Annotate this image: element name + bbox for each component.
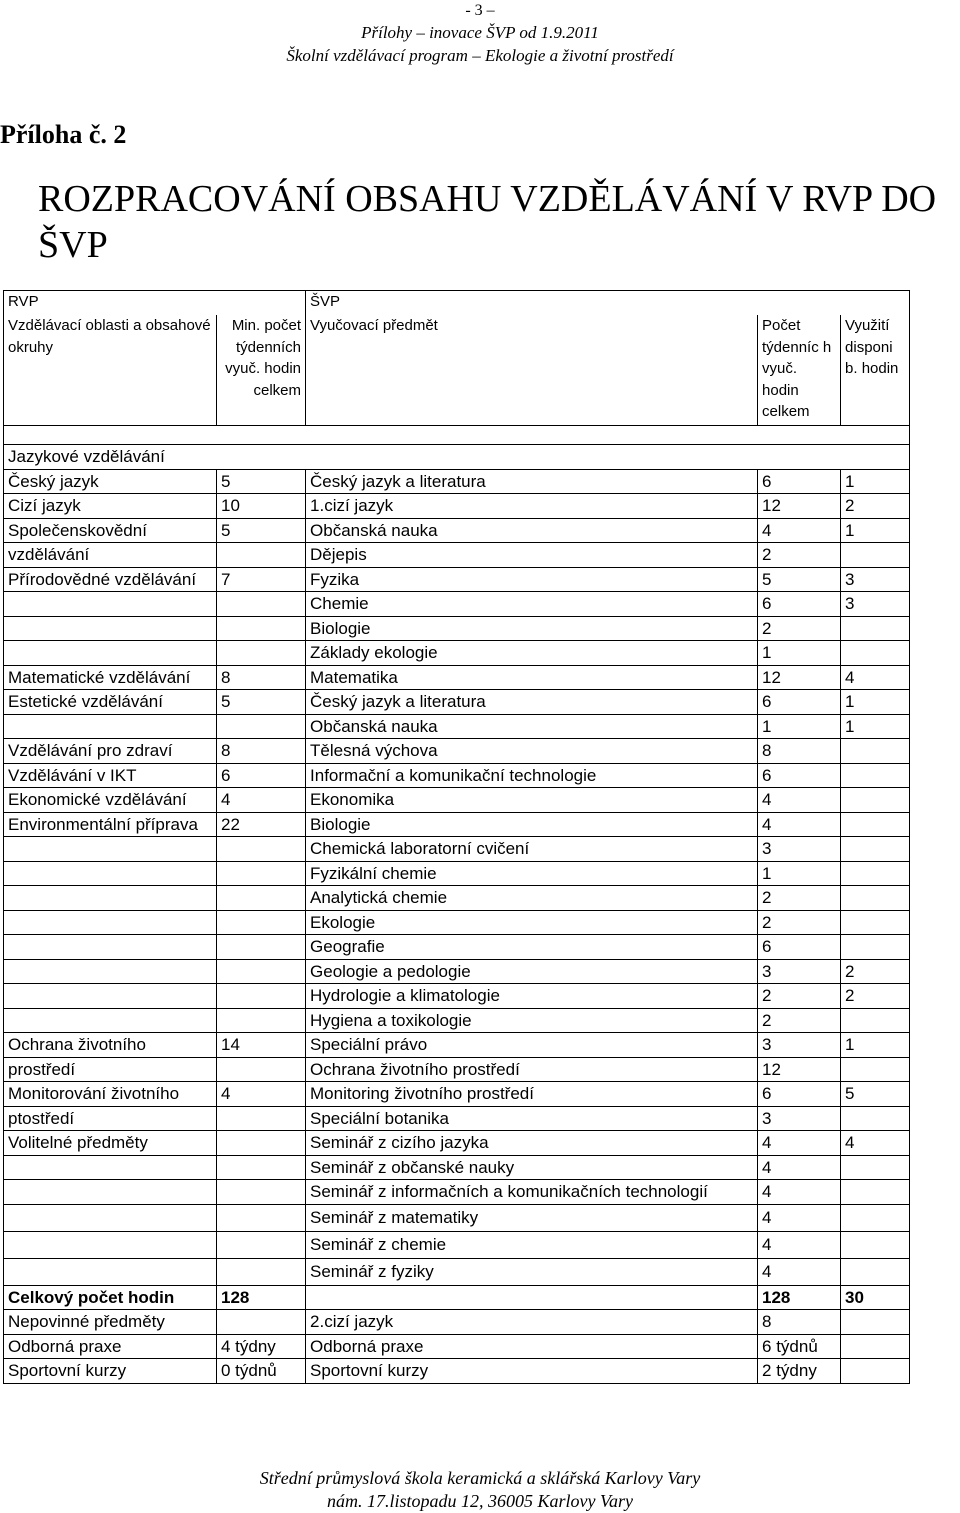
cell-area: Matematické vzdělávání — [4, 665, 217, 690]
table-row — [4, 861, 910, 886]
cell-count: 4 — [758, 1258, 841, 1285]
cell-subject: Analytická chemie — [306, 886, 758, 911]
cell-avail: 1 — [841, 469, 910, 494]
cell-subject: Chemie — [306, 592, 758, 617]
cell-subject: Chemická laboratorní cvičení — [306, 837, 758, 862]
cell-count: 4 — [758, 812, 841, 837]
cell-avail — [841, 1106, 910, 1131]
cell-min — [217, 1057, 306, 1082]
cell-avail: 2 — [841, 984, 910, 1009]
table-row — [4, 1155, 910, 1180]
table-row — [4, 886, 910, 911]
cell-area: Přírodovědné vzdělávání — [4, 567, 217, 592]
table-row — [4, 1008, 910, 1033]
cell-min — [217, 1155, 306, 1180]
cell-area — [4, 592, 217, 617]
cell-count: 2 týdny — [758, 1359, 841, 1384]
cell-min — [217, 641, 306, 666]
cell-subject: Seminář z fyziky — [306, 1258, 758, 1285]
cell-area — [4, 1155, 217, 1180]
table-row — [4, 592, 910, 617]
cell-avail — [841, 616, 910, 641]
cell-area: Ekonomické vzdělávání — [4, 788, 217, 813]
cell-min — [217, 1204, 306, 1231]
cell-count: 4 — [758, 1131, 841, 1156]
col-header-hours: Počet týdenníc h vyuč. hodin celkem — [758, 315, 841, 426]
cell-min — [217, 714, 306, 739]
cell-area — [4, 641, 217, 666]
cell-count: 6 týdnů — [758, 1334, 841, 1359]
cell-subject: Seminář z matematiky — [306, 1204, 758, 1231]
cell-min — [217, 1258, 306, 1285]
cell-count: 6 — [758, 935, 841, 960]
cell-count: 6 — [758, 1082, 841, 1107]
cell-area: Environmentální příprava — [4, 812, 217, 837]
cell-avail — [841, 1231, 910, 1258]
cell-count: 4 — [758, 1155, 841, 1180]
cell-count: 12 — [758, 1057, 841, 1082]
cell-min: 22 — [217, 812, 306, 837]
cell-min: 5 — [217, 469, 306, 494]
section-title: Jazykové vzdělávání — [4, 445, 910, 470]
cell-count: 2 — [758, 1008, 841, 1033]
cell-area: Sportovní kurzy — [4, 1359, 217, 1384]
cell-min: 5 — [217, 690, 306, 715]
cell-min: 8 — [217, 739, 306, 764]
footer-line-1: Střední průmyslová škola keramická a sklářská Karlovy Vary — [259, 1468, 701, 1488]
cell-avail: 2 — [841, 494, 910, 519]
cell-min — [217, 886, 306, 911]
cell-area — [4, 714, 217, 739]
cell-avail: 3 — [841, 567, 910, 592]
cell-area: Cizí jazyk — [4, 494, 217, 519]
cell-subject: Speciální právo — [306, 1033, 758, 1058]
cell-count: 6 — [758, 763, 841, 788]
cell-avail: 2 — [841, 959, 910, 984]
cell-area — [4, 616, 217, 641]
cell-count: 12 — [758, 665, 841, 690]
cell-min — [217, 861, 306, 886]
cell-count: 5 — [758, 567, 841, 592]
attachment-label: Příloha č. 2 — [0, 120, 127, 149]
curriculum-table — [3, 290, 910, 1384]
table-row — [4, 763, 910, 788]
cell-avail: 4 — [841, 1131, 910, 1156]
cell-subject: Matematika — [306, 665, 758, 690]
cell-area: Volitelné předměty — [4, 1131, 217, 1156]
cell-count: 2 — [758, 616, 841, 641]
cell-min — [217, 959, 306, 984]
cell-min — [217, 543, 306, 568]
cell-subject: Hygiena a toxikologie — [306, 1008, 758, 1033]
col-header-subject: Vyučovací předmět — [306, 315, 758, 426]
cell-area — [4, 1231, 217, 1258]
cell-area: Ochrana životního — [4, 1033, 217, 1058]
cell-subject: Český jazyk a literatura — [306, 469, 758, 494]
table-row — [4, 469, 910, 494]
cell-avail — [841, 935, 910, 960]
cell-subject — [306, 1285, 758, 1310]
cell-avail — [841, 543, 910, 568]
cell-count: 3 — [758, 1033, 841, 1058]
cell-subject: Informační a komunikační technologie — [306, 763, 758, 788]
col-header-area: Vzdělávací oblasti a obsahové okruhy — [4, 315, 217, 426]
table-row — [4, 690, 910, 715]
table-row — [4, 518, 910, 543]
cell-subject: Základy ekologie — [306, 641, 758, 666]
cell-area — [4, 910, 217, 935]
spacer-row — [4, 426, 910, 445]
cell-count: 12 — [758, 494, 841, 519]
cell-area: vzdělávání — [4, 543, 217, 568]
table-row — [4, 1310, 910, 1335]
cell-area: Vzdělávání pro zdraví — [4, 739, 217, 764]
cell-count: 128 — [758, 1285, 841, 1310]
cell-subject: Dějepis — [306, 543, 758, 568]
cell-min — [217, 1310, 306, 1335]
cell-avail — [841, 641, 910, 666]
cell-subject: 1.cizí jazyk — [306, 494, 758, 519]
cell-avail — [841, 1359, 910, 1384]
table-row — [4, 543, 910, 568]
cell-min — [217, 1231, 306, 1258]
cell-min — [217, 592, 306, 617]
cell-area: Nepovinné předměty — [4, 1310, 217, 1335]
cell-min — [217, 1180, 306, 1205]
cell-area: Monitorování životního — [4, 1082, 217, 1107]
table-row — [4, 1359, 910, 1384]
cell-area: Český jazyk — [4, 469, 217, 494]
table-row — [4, 567, 910, 592]
cell-min: 0 týdnů — [217, 1359, 306, 1384]
cell-subject: Český jazyk a literatura — [306, 690, 758, 715]
cell-count: 4 — [758, 788, 841, 813]
table-row — [4, 1334, 910, 1359]
cell-subject: Biologie — [306, 812, 758, 837]
table-row — [4, 665, 910, 690]
table-row — [4, 1106, 910, 1131]
table-row — [4, 739, 910, 764]
cell-min: 7 — [217, 567, 306, 592]
cell-subject: Fyzikální chemie — [306, 861, 758, 886]
cell-area: ptostředí — [4, 1106, 217, 1131]
cell-count: 2 — [758, 984, 841, 1009]
cell-subject: 2.cizí jazyk — [306, 1310, 758, 1335]
total-row — [4, 1285, 910, 1310]
cell-avail — [841, 788, 910, 813]
cell-min — [217, 984, 306, 1009]
cell-count: 3 — [758, 1106, 841, 1131]
table-row — [4, 494, 910, 519]
cell-subject: Tělesná výchova — [306, 739, 758, 764]
cell-area: Estetické vzdělávání — [4, 690, 217, 715]
cell-subject: Seminář z informačních a komunikačních technologií — [306, 1180, 758, 1205]
cell-subject: Občanská nauka — [306, 714, 758, 739]
cell-subject: Speciální botanika — [306, 1106, 758, 1131]
cell-area: Společenskovědní — [4, 518, 217, 543]
cell-min: 4 týdny — [217, 1334, 306, 1359]
table-row — [4, 1033, 910, 1058]
cell-area — [4, 886, 217, 911]
table-row — [4, 935, 910, 960]
cell-count: 1 — [758, 641, 841, 666]
table-row — [4, 714, 910, 739]
cell-min: 5 — [217, 518, 306, 543]
cell-min — [217, 1008, 306, 1033]
cell-avail — [841, 1057, 910, 1082]
cell-min: 14 — [217, 1033, 306, 1058]
cell-area — [4, 1258, 217, 1285]
cell-avail: 1 — [841, 1033, 910, 1058]
page-number: - 3 – — [465, 2, 495, 19]
cell-area: Odborná praxe — [4, 1334, 217, 1359]
cell-subject: Ochrana životního prostředí — [306, 1057, 758, 1082]
cell-subject: Ekonomika — [306, 788, 758, 813]
cell-count: 6 — [758, 690, 841, 715]
cell-area — [4, 1204, 217, 1231]
header-line-2: Školní vzdělávací program – Ekologie a životní prostředí — [286, 46, 674, 65]
table-row — [4, 616, 910, 641]
group-rvp: RVP — [4, 291, 306, 316]
cell-count: 3 — [758, 837, 841, 862]
cell-min — [217, 616, 306, 641]
cell-subject: Seminář z cizího jazyka — [306, 1131, 758, 1156]
table-group-header-row — [4, 291, 910, 316]
table-row — [4, 1204, 910, 1231]
cell-count: 6 — [758, 469, 841, 494]
cell-min — [217, 910, 306, 935]
cell-avail — [841, 1310, 910, 1335]
footer-line-2: nám. 17.listopadu 12, 36005 Karlovy Vary — [327, 1491, 633, 1511]
group-svp: ŠVP — [306, 291, 910, 316]
cell-count: 1 — [758, 861, 841, 886]
cell-avail — [841, 861, 910, 886]
table-row — [4, 959, 910, 984]
cell-count: 4 — [758, 518, 841, 543]
cell-subject: Fyzika — [306, 567, 758, 592]
cell-subject: Odborná praxe — [306, 1334, 758, 1359]
cell-count: 1 — [758, 714, 841, 739]
cell-area — [4, 861, 217, 886]
table-row — [4, 1258, 910, 1285]
cell-count: 2 — [758, 910, 841, 935]
cell-area — [4, 1008, 217, 1033]
cell-area — [4, 935, 217, 960]
cell-avail: 3 — [841, 592, 910, 617]
cell-subject: Monitoring životního prostředí — [306, 1082, 758, 1107]
cell-count: 3 — [758, 959, 841, 984]
cell-min — [217, 837, 306, 862]
cell-avail — [841, 1334, 910, 1359]
cell-count: 2 — [758, 543, 841, 568]
cell-avail: 1 — [841, 714, 910, 739]
header-line-1: Přílohy – inovace ŠVP od 1.9.2011 — [361, 23, 599, 42]
cell-area — [4, 1180, 217, 1205]
cell-area: Vzdělávání v IKT — [4, 763, 217, 788]
cell-avail — [841, 739, 910, 764]
cell-avail — [841, 812, 910, 837]
cell-area — [4, 959, 217, 984]
cell-subject: Geografie — [306, 935, 758, 960]
cell-avail — [841, 1204, 910, 1231]
cell-avail: 4 — [841, 665, 910, 690]
cell-avail: 1 — [841, 518, 910, 543]
cell-count: 4 — [758, 1231, 841, 1258]
cell-min: 8 — [217, 665, 306, 690]
cell-count: 4 — [758, 1180, 841, 1205]
cell-min: 128 — [217, 1285, 306, 1310]
table-row — [4, 1082, 910, 1107]
cell-min: 4 — [217, 1082, 306, 1107]
cell-avail — [841, 1258, 910, 1285]
cell-avail — [841, 837, 910, 862]
cell-area: Celkový počet hodin — [4, 1285, 217, 1310]
cell-subject: Ekologie — [306, 910, 758, 935]
cell-subject: Seminář z občanské nauky — [306, 1155, 758, 1180]
cell-area: prostředí — [4, 1057, 217, 1082]
cell-subject: Sportovní kurzy — [306, 1359, 758, 1384]
cell-avail: 1 — [841, 690, 910, 715]
cell-avail — [841, 1008, 910, 1033]
table-row — [4, 1131, 910, 1156]
table-row — [4, 788, 910, 813]
table-row — [4, 910, 910, 935]
cell-avail: 30 — [841, 1285, 910, 1310]
cell-avail — [841, 910, 910, 935]
cell-subject: Biologie — [306, 616, 758, 641]
cell-count: 8 — [758, 1310, 841, 1335]
cell-area — [4, 837, 217, 862]
cell-count: 4 — [758, 1204, 841, 1231]
cell-min: 4 — [217, 788, 306, 813]
cell-min — [217, 935, 306, 960]
cell-min — [217, 1131, 306, 1156]
cell-area — [4, 984, 217, 1009]
cell-count: 8 — [758, 739, 841, 764]
table-column-header-row — [4, 315, 910, 426]
cell-subject: Geologie a pedologie — [306, 959, 758, 984]
col-header-available-hours: Využití disponi b. hodin — [841, 315, 910, 426]
table-row — [4, 1231, 910, 1258]
col-header-min-hours: Min. počet týdenních vyuč. hodin celkem — [217, 315, 306, 426]
table-row — [4, 837, 910, 862]
cell-avail: 5 — [841, 1082, 910, 1107]
cell-avail — [841, 886, 910, 911]
cell-subject: Občanská nauka — [306, 518, 758, 543]
cell-count: 6 — [758, 592, 841, 617]
cell-subject: Seminář z chemie — [306, 1231, 758, 1258]
cell-count: 2 — [758, 886, 841, 911]
page-title: ROZPRACOVÁNÍ OBSAHU VZDĚLÁVÁNÍ V RVP DO ŠVP — [38, 178, 937, 266]
cell-avail — [841, 1180, 910, 1205]
table-row — [4, 984, 910, 1009]
cell-min — [217, 1106, 306, 1131]
cell-subject: Hydrologie a klimatologie — [306, 984, 758, 1009]
table-row — [4, 1057, 910, 1082]
table-row — [4, 641, 910, 666]
cell-min: 6 — [217, 763, 306, 788]
cell-avail — [841, 1155, 910, 1180]
table-row — [4, 812, 910, 837]
section-row — [4, 445, 910, 470]
cell-avail — [841, 763, 910, 788]
table-row — [4, 1180, 910, 1205]
cell-min: 10 — [217, 494, 306, 519]
